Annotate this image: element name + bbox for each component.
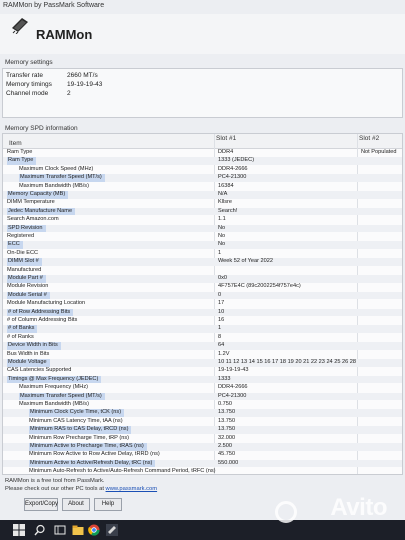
spd-info-label: Memory SPD information bbox=[5, 125, 78, 132]
spd-slot1-value: DDR4-2666 bbox=[218, 165, 248, 172]
spd-slot1-value: 10 11 12 13 14 15 16 17 18 19 20 21 22 23 24 25 26 28 bbox=[218, 359, 356, 365]
spd-row-label: Minimum CAS Latency Time, tAA (ns) bbox=[29, 417, 123, 424]
spd-slot1-value: 1333 (JEDEC) bbox=[218, 157, 255, 164]
spd-slot1-value: 16 bbox=[218, 317, 225, 323]
setting-name: Channel mode bbox=[6, 90, 49, 97]
spd-row-label: Module Manufacturing Location bbox=[7, 300, 86, 307]
windows-start-icon[interactable] bbox=[13, 524, 25, 536]
spd-slot1-value: 1 bbox=[218, 325, 222, 332]
spd-slot1-value: 16384 bbox=[218, 182, 234, 189]
spd-row[interactable] bbox=[3, 409, 402, 417]
spd-row-label: Timings @ Max Frequency (JEDEC) bbox=[7, 376, 101, 384]
spd-row[interactable] bbox=[3, 367, 402, 375]
spd-slot1-value: No bbox=[218, 224, 226, 231]
spd-slot1-value: DDR4 bbox=[218, 149, 234, 155]
spd-row-label: Maximum Clock Speed (MHz) bbox=[19, 165, 94, 172]
spd-row[interactable] bbox=[3, 183, 402, 191]
setting-value: 2 bbox=[67, 90, 71, 97]
spd-row-label: CAS Latencies Supported bbox=[7, 367, 72, 374]
spd-slot1-value: PC4-21300 bbox=[218, 392, 247, 399]
spd-slot1-value: No bbox=[218, 233, 226, 239]
memory-settings-panel bbox=[2, 68, 403, 118]
column-header-slot2[interactable]: Slot #2 bbox=[359, 135, 380, 142]
spd-row-label: Minimum RAS to CAS Delay, tRCD (ns) bbox=[29, 426, 131, 434]
spd-row[interactable] bbox=[3, 393, 402, 401]
setting-name: Transfer rate bbox=[6, 72, 43, 79]
spd-row-label: Maximum Bandwidth (MB/s) bbox=[19, 182, 89, 189]
spd-row-label: Module Serial # bbox=[7, 292, 50, 300]
spd-row[interactable] bbox=[3, 149, 402, 157]
column-header-slot1[interactable]: Slot #1 bbox=[216, 135, 237, 142]
spd-slot1-value: 1.2V bbox=[218, 350, 230, 357]
spd-slot1-value: 19-19-19-43 bbox=[218, 367, 249, 374]
spd-table-header bbox=[3, 134, 402, 149]
spd-row[interactable] bbox=[3, 435, 402, 443]
spd-row[interactable] bbox=[3, 342, 402, 350]
spd-row[interactable] bbox=[3, 443, 402, 451]
spd-row-label: # of Row Addressing Bits bbox=[7, 309, 73, 317]
column-header-item[interactable]: Item bbox=[9, 140, 22, 147]
app-title: RAMMon bbox=[36, 27, 93, 42]
spd-row[interactable] bbox=[3, 216, 402, 224]
file-explorer-icon[interactable] bbox=[72, 524, 84, 536]
spd-row[interactable] bbox=[3, 309, 402, 317]
spd-row[interactable] bbox=[3, 250, 402, 258]
rammon-taskbar-icon[interactable] bbox=[106, 524, 118, 536]
spd-slot1-value: Week 52 of Year 2022 bbox=[218, 258, 273, 265]
spd-row-label: # of Ranks bbox=[7, 333, 34, 340]
spd-row[interactable] bbox=[3, 451, 402, 459]
spd-row-label: DIMM Slot # bbox=[7, 258, 42, 266]
spd-row[interactable] bbox=[3, 191, 402, 199]
about-button[interactable]: About bbox=[62, 498, 90, 511]
spd-slot1-value: 1333 bbox=[218, 375, 231, 382]
spd-slot1-value: 1.1 bbox=[218, 216, 226, 223]
spd-row[interactable] bbox=[3, 292, 402, 300]
passmark-link[interactable]: www.passmark.com bbox=[105, 486, 158, 492]
memory-settings-label: Memory settings bbox=[5, 59, 53, 66]
spd-row-label: # of Banks bbox=[7, 325, 37, 333]
spd-row[interactable] bbox=[3, 351, 402, 359]
spd-row[interactable] bbox=[3, 460, 402, 468]
spd-slot1-value: Kllsre bbox=[218, 199, 232, 206]
spd-row-label: Maximum Bandwidth (MB/s) bbox=[19, 401, 89, 407]
spd-slot1-value: 64 bbox=[218, 342, 225, 349]
spd-slot1-value: 4F757E4C (89c2002254f757e4c) bbox=[218, 283, 301, 290]
spd-table[interactable] bbox=[2, 133, 403, 475]
spd-row-label: # of Column Addressing Bits bbox=[7, 317, 78, 323]
spd-row-label: Module Part # bbox=[7, 275, 46, 283]
taskbar bbox=[0, 520, 405, 540]
spd-row[interactable] bbox=[3, 325, 402, 333]
spd-row-label: Device Width in Bits bbox=[7, 342, 61, 350]
spd-slot1-value: 13.750 bbox=[218, 409, 236, 416]
setting-value: 19-19-19-43 bbox=[67, 81, 103, 88]
setting-value: 2660 MT/s bbox=[67, 72, 98, 79]
spd-row-label: Minimum Active to Precharge Time, tRAS (ns) bbox=[29, 443, 147, 451]
spd-row[interactable] bbox=[3, 334, 402, 342]
spd-row[interactable] bbox=[3, 174, 402, 182]
footer-text-link-line bbox=[5, 486, 157, 492]
spd-row[interactable] bbox=[3, 208, 402, 216]
spd-slot1-value: No bbox=[218, 241, 226, 248]
chrome-icon[interactable] bbox=[88, 524, 100, 536]
spd-slot1-value: 13.750 bbox=[218, 426, 236, 433]
spd-row[interactable] bbox=[3, 426, 402, 434]
spd-row-label: Jedec Manufacture Name bbox=[7, 208, 75, 216]
spd-row[interactable] bbox=[3, 241, 402, 249]
search-icon[interactable] bbox=[34, 524, 46, 536]
spd-row[interactable] bbox=[3, 157, 402, 165]
setting-name: Memory timings bbox=[6, 81, 52, 88]
spd-slot1-value: 10 bbox=[218, 308, 225, 315]
spd-slot1-value: 13.750 bbox=[218, 417, 236, 424]
task-view-icon[interactable] bbox=[54, 524, 66, 536]
spd-slot1-value: DDR4-2666 bbox=[218, 384, 248, 391]
spd-row[interactable] bbox=[3, 233, 402, 241]
spd-row[interactable] bbox=[3, 275, 402, 283]
spd-slot1-value: 0.750 bbox=[218, 401, 232, 407]
spd-row[interactable] bbox=[3, 225, 402, 233]
spd-row[interactable] bbox=[3, 258, 402, 266]
spd-row[interactable] bbox=[3, 468, 402, 475]
spd-row[interactable] bbox=[3, 300, 402, 308]
help-button[interactable]: Help bbox=[94, 498, 122, 511]
spd-slot1-value: 1 bbox=[218, 249, 222, 256]
spd-row-label: Module Voltage bbox=[7, 359, 50, 367]
spd-slot1-value: 2.500 bbox=[218, 443, 232, 449]
spd-row[interactable] bbox=[3, 376, 402, 384]
spd-row-label: DIMM Temperature bbox=[7, 199, 55, 206]
spd-row-label: Maximum Transfer Speed (MT/s) bbox=[19, 393, 105, 401]
ram-chip-icon bbox=[10, 16, 30, 34]
spd-row[interactable] bbox=[3, 401, 402, 409]
watermark: Avito bbox=[330, 494, 387, 521]
spd-row-label: Module Revision bbox=[7, 283, 49, 290]
spd-slot1-value: 45.750 bbox=[218, 451, 236, 458]
spd-slot1-value: 8 bbox=[218, 333, 222, 340]
footer-text: RAMMon is a free tool from PassMark. bbox=[5, 478, 105, 484]
spd-slot1-value: Search! bbox=[218, 207, 238, 214]
spd-row-label: ECC bbox=[7, 241, 23, 249]
spd-row-label: Ram Type bbox=[7, 149, 33, 155]
spd-row-label: Maximum Frequency (MHz) bbox=[19, 384, 88, 391]
spd-row[interactable] bbox=[3, 267, 402, 275]
spd-row-label: Memory Capacity (MB) bbox=[7, 191, 68, 199]
spd-row-label: Registered bbox=[7, 233, 35, 239]
spd-row[interactable] bbox=[3, 199, 402, 207]
spd-row-label: On-Die ECC bbox=[7, 249, 39, 256]
spd-row-label: Minimum Active to Active/Refresh Delay, tRC (ns) bbox=[29, 460, 155, 468]
spd-slot1-value: 0x0 bbox=[218, 275, 228, 281]
spd-row-label: Manufactured bbox=[7, 266, 42, 273]
spd-row[interactable] bbox=[3, 384, 402, 392]
spd-row[interactable] bbox=[3, 317, 402, 325]
watermark-logo-icon bbox=[275, 501, 297, 523]
spd-slot1-value: 17 bbox=[218, 300, 225, 307]
spd-slot1-value: PC4-21300 bbox=[218, 174, 247, 181]
export-copy-button[interactable]: Export/Copy bbox=[24, 498, 58, 511]
spd-row-label: Minimum Row Precharge Time, tRP (ns) bbox=[29, 434, 129, 441]
spd-row-label: SPD Revision bbox=[7, 225, 46, 233]
spd-slot1-value: N/A bbox=[218, 191, 228, 197]
spd-row-label: Ram Type bbox=[7, 157, 36, 165]
spd-row-label: Minimum Row Active to Row Active Delay, tRRD (ns) bbox=[29, 451, 160, 458]
spd-row[interactable] bbox=[3, 418, 402, 426]
spd-slot1-value: 550.000 bbox=[218, 459, 239, 466]
spd-row-label: Bus Width in Bits bbox=[7, 350, 50, 357]
spd-row[interactable] bbox=[3, 359, 402, 367]
spd-row-label: Maximum Transfer Speed (MT/s) bbox=[19, 174, 105, 182]
spd-row[interactable] bbox=[3, 283, 402, 291]
window-title: RAMMon by PassMark Software bbox=[3, 2, 105, 9]
spd-row-label: Minimum Auto-Refresh to Active/Auto-Refresh Command Period, tRFC (ns) bbox=[29, 468, 216, 475]
spd-row-label: Minimum Clock Cycle Time, tCK (ns) bbox=[29, 409, 124, 417]
spd-slot1-value: 32.000 bbox=[218, 434, 236, 441]
footer-prefix: Please check out our other PC tools at bbox=[5, 486, 106, 492]
spd-row-label: Search Amazon.com bbox=[7, 216, 59, 223]
spd-row[interactable] bbox=[3, 166, 402, 174]
spd-slot1-value: 0 bbox=[218, 291, 222, 298]
spd-slot2-value: Not Populated bbox=[361, 149, 397, 155]
